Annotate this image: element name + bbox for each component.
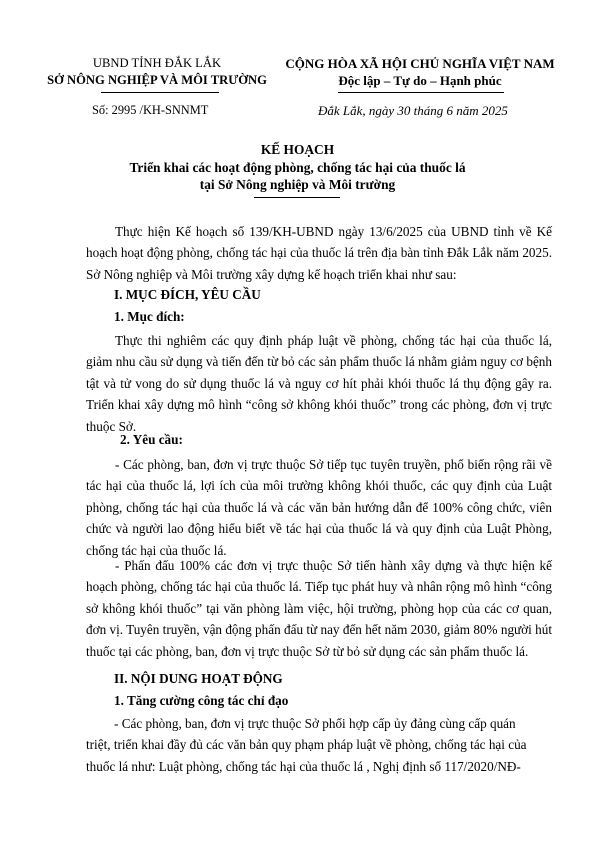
issuing-authority: [46, 55, 268, 89]
issuing-organization: SỞ NÔNG NGHIỆP VÀ MÔI TRƯỜNG: [47, 73, 267, 87]
intro-paragraph: Thực hiện Kế hoạch số 139/KH-UBND ngày 13/6/2025 của UBND tỉnh về Kế hoạch hoạt động phòng, chống tác hại của thuốc lá trên địa bàn tỉnh Đắk Lắk năm 2025. Sở Nông nghiệp và Môi trường xây dựng kế hoạch triển khai như sau:: [86, 224, 552, 282]
document-number: Số: 2995 /KH-SNNMT: [92, 103, 209, 117]
direction-line-2: triệt, triển khai đầy đủ các văn bản quy phạm pháp luật về phòng, chống tác hại của: [86, 737, 527, 752]
document-title-line2: tại Sở Nông nghiệp và Môi trường: [199, 177, 396, 192]
section-heading-2: II. NỘI DUNG HOẠT ĐỘNG: [114, 671, 283, 686]
title-underline: [254, 197, 340, 198]
section-heading-1: I. MỤC ĐÍCH, YÊU CẦU: [114, 287, 261, 302]
nation-name: CỘNG HÒA XÃ HỘI CHỦ NGHĨA VIỆT NAM: [285, 56, 555, 71]
subheading-purpose: 1. Mục đích:: [114, 309, 185, 324]
requirement-paragraph-1: - Các phòng, ban, đơn vị trực thuộc Sở tiếp tục tuyên truyền, phổ biến rộng rãi về tác hại của thuốc lá, lợi ích của môi trường không khói thuốc, các quy định của Luật phòng, chống tác hại của thuốc lá và các văn bản hướng dẫn để 100% công chức, viên chức và người lao động hiểu biết về tác hại của thuốc lá và quy định của Luật Phòng, chống tác hại của thuốc lá.: [86, 457, 552, 558]
subheading-direction: 1. Tăng cường công tác chỉ đạo: [114, 693, 289, 708]
purpose-paragraph: Thực thi nghiêm các quy định pháp luật về phòng, chống tác hại của thuốc lá, giảm nhu cầu sử dụng và tiến đến từ bỏ các sản phẩm thuốc lá nhằm giảm nguy cơ bệnh tật và tử vong do sử dụng thuốc lá và nguy cơ hít phải khói thuốc lá thụ động gây ra. Triển khai xây dựng mô hình “công sở không khói thuốc” trong các phòng, đơn vị trực thuộc Sở.: [86, 333, 552, 434]
national-motto: [279, 55, 561, 89]
requirement-paragraph-2: - Phấn đấu 100% các đơn vị trực thuộc Sở tiến hành xây dựng và thực hiện kế hoạch phòng, chống tác hại của thuốc lá. Tiếp tục phát huy và nhân rộng mô hình “công sở không khói thuốc” tại văn phòng làm việc, hội trường, phòng họp của các cơ quan, đơn vị. Tuyên truyền, vận động phấn đấu từ nay đến hết năm 2030, giảm 80% người hút thuốc tại các phòng, ban, đơn vị trực thuộc Sở từ bỏ sử dụng các sản phẩm thuốc lá.: [86, 558, 552, 659]
motto: Độc lập – Tự do – Hạnh phúc: [338, 73, 502, 88]
subheading-requirements: 2. Yêu cầu:: [120, 432, 183, 447]
document-date: Đắk Lắk, ngày 30 tháng 6 năm 2025: [318, 103, 508, 118]
document-title-line1: Triển khai các hoạt động phòng, chống tác hại của thuốc lá: [129, 160, 466, 175]
authority-underline: [101, 92, 219, 93]
motto-underline: [338, 92, 504, 93]
parent-organization: UBND TỈNH ĐẮK LẮK: [92, 56, 222, 70]
document-type: KẾ HOẠCH: [260, 142, 335, 157]
direction-line-1: - Các phòng, ban, đơn vị trực thuộc Sở phối hợp cấp ủy đảng cùng cấp quán: [114, 716, 516, 731]
direction-line-3: thuốc lá như: Luật phòng, chống tác hại của thuốc lá , Nghị định số 117/2020/NĐ-: [86, 759, 521, 774]
